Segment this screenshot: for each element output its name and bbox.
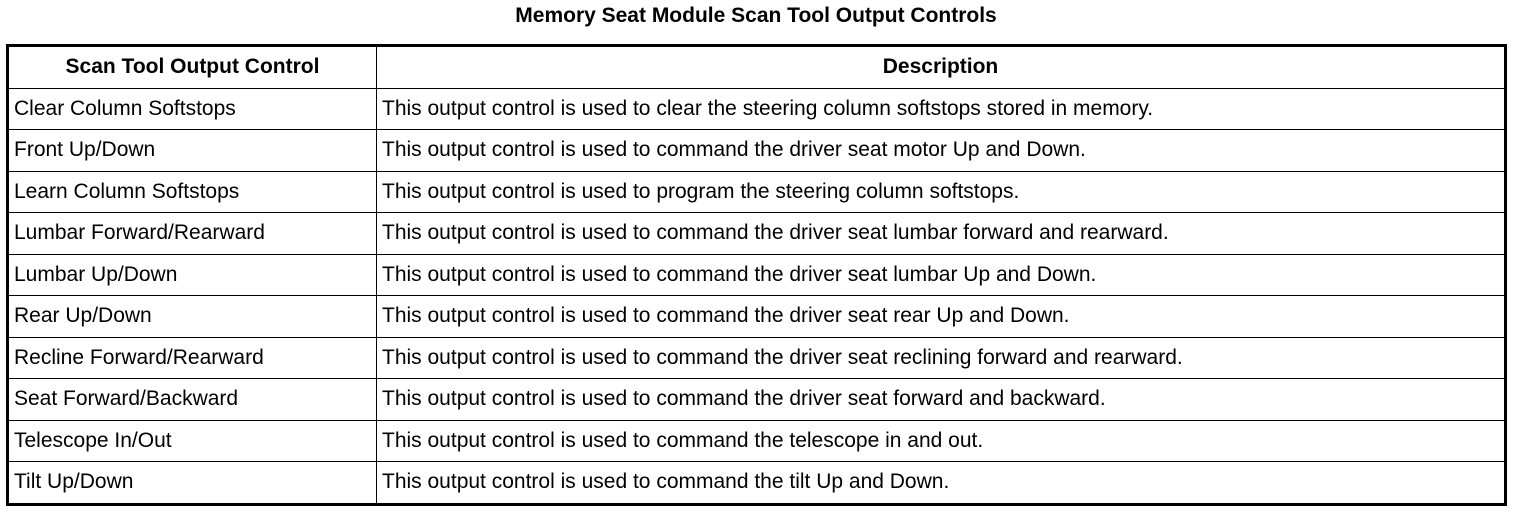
output-control-cell: Telescope In/Out [8, 420, 377, 462]
output-control-cell: Learn Column Softstops [8, 171, 377, 213]
table-row [8, 130, 1506, 172]
table-row [8, 337, 1506, 379]
table-row [8, 296, 1506, 338]
description-cell: This output control is used to command the telescope in and out. [377, 420, 1506, 462]
description-cell: This output control is used to program the steering column softstops. [377, 171, 1506, 213]
output-control-cell: Lumbar Up/Down [8, 254, 377, 296]
output-control-cell: Clear Column Softstops [8, 88, 377, 130]
table-row [8, 254, 1506, 296]
description-cell: This output control is used to clear the steering column softstops stored in memory. [377, 88, 1506, 130]
table-row [8, 420, 1506, 462]
description-cell: This output control is used to command the tilt Up and Down. [377, 462, 1506, 505]
table-header-row [8, 46, 1506, 89]
description-cell: This output control is used to command the driver seat rear Up and Down. [377, 296, 1506, 338]
description-cell: This output control is used to command the driver seat reclining forward and rearward. [377, 337, 1506, 379]
table-row [8, 171, 1506, 213]
header-description: Description [377, 46, 1506, 89]
description-cell: This output control is used to command the driver seat motor Up and Down. [377, 130, 1506, 172]
output-control-cell: Rear Up/Down [8, 296, 377, 338]
output-control-cell: Tilt Up/Down [8, 462, 377, 505]
table-row [8, 213, 1506, 255]
table-row [8, 379, 1506, 421]
table-row [8, 462, 1506, 505]
output-control-cell: Lumbar Forward/Rearward [8, 213, 377, 255]
description-cell: This output control is used to command the driver seat lumbar Up and Down. [377, 254, 1506, 296]
description-cell: This output control is used to command the driver seat forward and backward. [377, 379, 1506, 421]
output-control-cell: Seat Forward/Backward [8, 379, 377, 421]
table-row [8, 88, 1506, 130]
description-cell: This output control is used to command the driver seat lumbar forward and rearward. [377, 213, 1506, 255]
output-control-cell: Recline Forward/Rearward [8, 337, 377, 379]
output-controls-table [6, 44, 1507, 506]
output-control-cell: Front Up/Down [8, 130, 377, 172]
table-title: Memory Seat Module Scan Tool Output Controls [515, 4, 997, 27]
header-output-control: Scan Tool Output Control [8, 46, 377, 89]
